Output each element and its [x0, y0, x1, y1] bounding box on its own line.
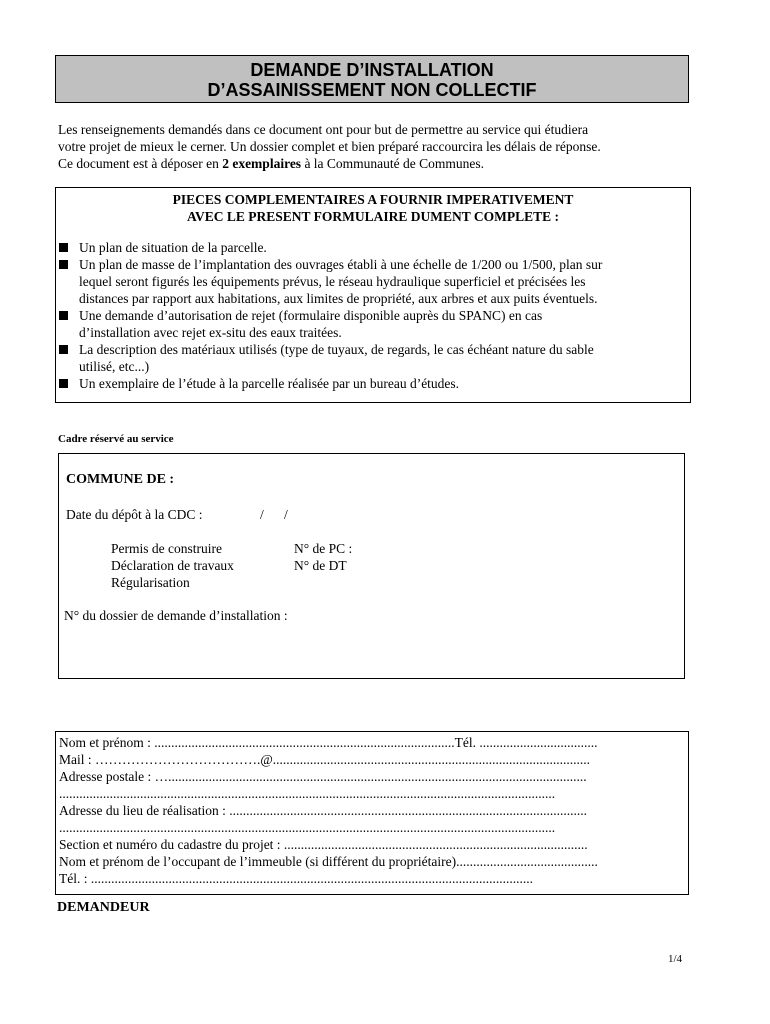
applicant-name-phone-line[interactable]: Nom et prénom : .........................................................................................Tél. ...................................	[59, 735, 598, 750]
request-number-fields	[294, 540, 352, 574]
intro-line-3-start: Ce document est à déposer en	[58, 156, 223, 171]
deposit-date-label: Date du dépôt à la CDC :	[66, 507, 203, 522]
applicant-cadastre-line[interactable]: Section et numéro du cadastre du projet : ..........................................................................................	[59, 837, 588, 852]
option-regularisation: Régularisation	[111, 575, 190, 590]
required-document-text: Une demande d’autorisation de rejet (formulaire disponible auprès du SPANC) en cas	[79, 308, 543, 323]
applicant-postal-address-line[interactable]: Adresse postale : …............................................................................................................................	[59, 769, 587, 784]
required-document-text: d’installation avec rejet ex-situ des eaux traitées.	[79, 325, 342, 340]
date-separator: /	[260, 507, 264, 522]
required-document-text: Un plan de masse de l’implantation des ouvrages établi à une échelle de 1/200 ou 1/500, plan sur	[79, 257, 603, 272]
required-documents-heading-line-1: PIECES COMPLEMENTAIRES A FOURNIR IMPERATIVEMENT	[172, 192, 574, 207]
applicant-postal-address-continuation[interactable]: ...................................................................................................................................................	[59, 786, 556, 801]
intro-line-2: votre projet de mieux le cerner. Un dossier complet et bien préparé raccourcira les délais de réponse.	[58, 139, 601, 154]
square-bullet-icon	[59, 345, 68, 354]
intro-paragraph	[58, 121, 698, 172]
square-bullet-icon	[59, 243, 68, 252]
square-bullet-icon	[59, 379, 68, 388]
applicant-site-address-line[interactable]: Adresse du lieu de réalisation : ..........................................................................................................	[59, 803, 587, 818]
service-reserved-label: Cadre réservé au service	[58, 433, 174, 445]
required-document-item	[59, 341, 690, 375]
service-reserved-box	[58, 453, 685, 679]
applicant-box	[55, 731, 689, 895]
square-bullet-icon	[59, 260, 68, 269]
form-title-line-2: D’ASSAINISSEMENT NON COLLECTIF	[207, 80, 537, 100]
commune-field-label: COMMUNE DE :	[66, 472, 175, 487]
required-document-item	[59, 307, 690, 341]
page-number: 1/4	[668, 953, 683, 965]
applicant-mail-line[interactable]: Mail : ……………………………….@..............................................................................................	[59, 752, 591, 767]
intro-line-1: Les renseignements demandés dans ce document ont pour but de permettre au service qui étudiera	[58, 122, 589, 137]
required-document-text: La description des matériaux utilisés (type de tuyaux, de regards, le cas échéant nature du sable	[79, 342, 594, 357]
option-works-declaration: Déclaration de travaux	[111, 558, 234, 573]
applicant-phone-line[interactable]: Tél. : ...................................................................................................................................	[59, 871, 533, 886]
dossier-number-label: N° du dossier de demande d’installation :	[64, 608, 288, 623]
option-building-permit: Permis de construire	[111, 541, 222, 556]
intro-line-3-end: à la Communauté de Communes.	[301, 156, 485, 171]
required-document-item	[59, 375, 690, 392]
square-bullet-icon	[59, 311, 68, 320]
required-document-item	[59, 256, 690, 307]
required-documents-list	[56, 239, 690, 392]
required-document-text: utilisé, etc...)	[79, 359, 150, 374]
form-title-box	[55, 55, 689, 103]
request-type-options	[111, 540, 234, 591]
applicant-section-label: DEMANDEUR	[57, 900, 150, 915]
date-separator: /	[284, 507, 288, 522]
applicant-site-address-continuation[interactable]: ...................................................................................................................................................	[59, 820, 556, 835]
required-document-text: distances par rapport aux habitations, aux limites de propriété, aux arbres et aux puits éventuels.	[79, 291, 598, 306]
applicant-occupant-line[interactable]: Nom et prénom de l’occupant de l’immeuble (si différent du propriétaire)..........................................	[59, 854, 598, 869]
required-documents-box	[55, 187, 691, 403]
required-document-text: Un plan de situation de la parcelle.	[79, 240, 267, 255]
required-document-text: lequel seront figurés les équipements prévus, le réseau hydraulique superficiel et précisées les	[79, 274, 586, 289]
deposit-date-field	[66, 507, 288, 523]
required-document-text: Un exemplaire de l’étude à la parcelle réalisée par un bureau d’études.	[79, 376, 460, 391]
required-document-item	[59, 239, 690, 256]
form-title-line-1: DEMANDE D’INSTALLATION	[250, 60, 494, 80]
pc-number-label: N° de PC :	[294, 541, 353, 556]
required-documents-heading	[56, 191, 690, 225]
intro-copies-count: 2 exemplaires	[222, 156, 302, 171]
intro-line-3	[58, 155, 698, 172]
required-documents-heading-line-2: AVEC LE PRESENT FORMULAIRE DUMENT COMPLETE :	[186, 209, 560, 224]
dt-number-label: N° de DT	[294, 558, 347, 573]
